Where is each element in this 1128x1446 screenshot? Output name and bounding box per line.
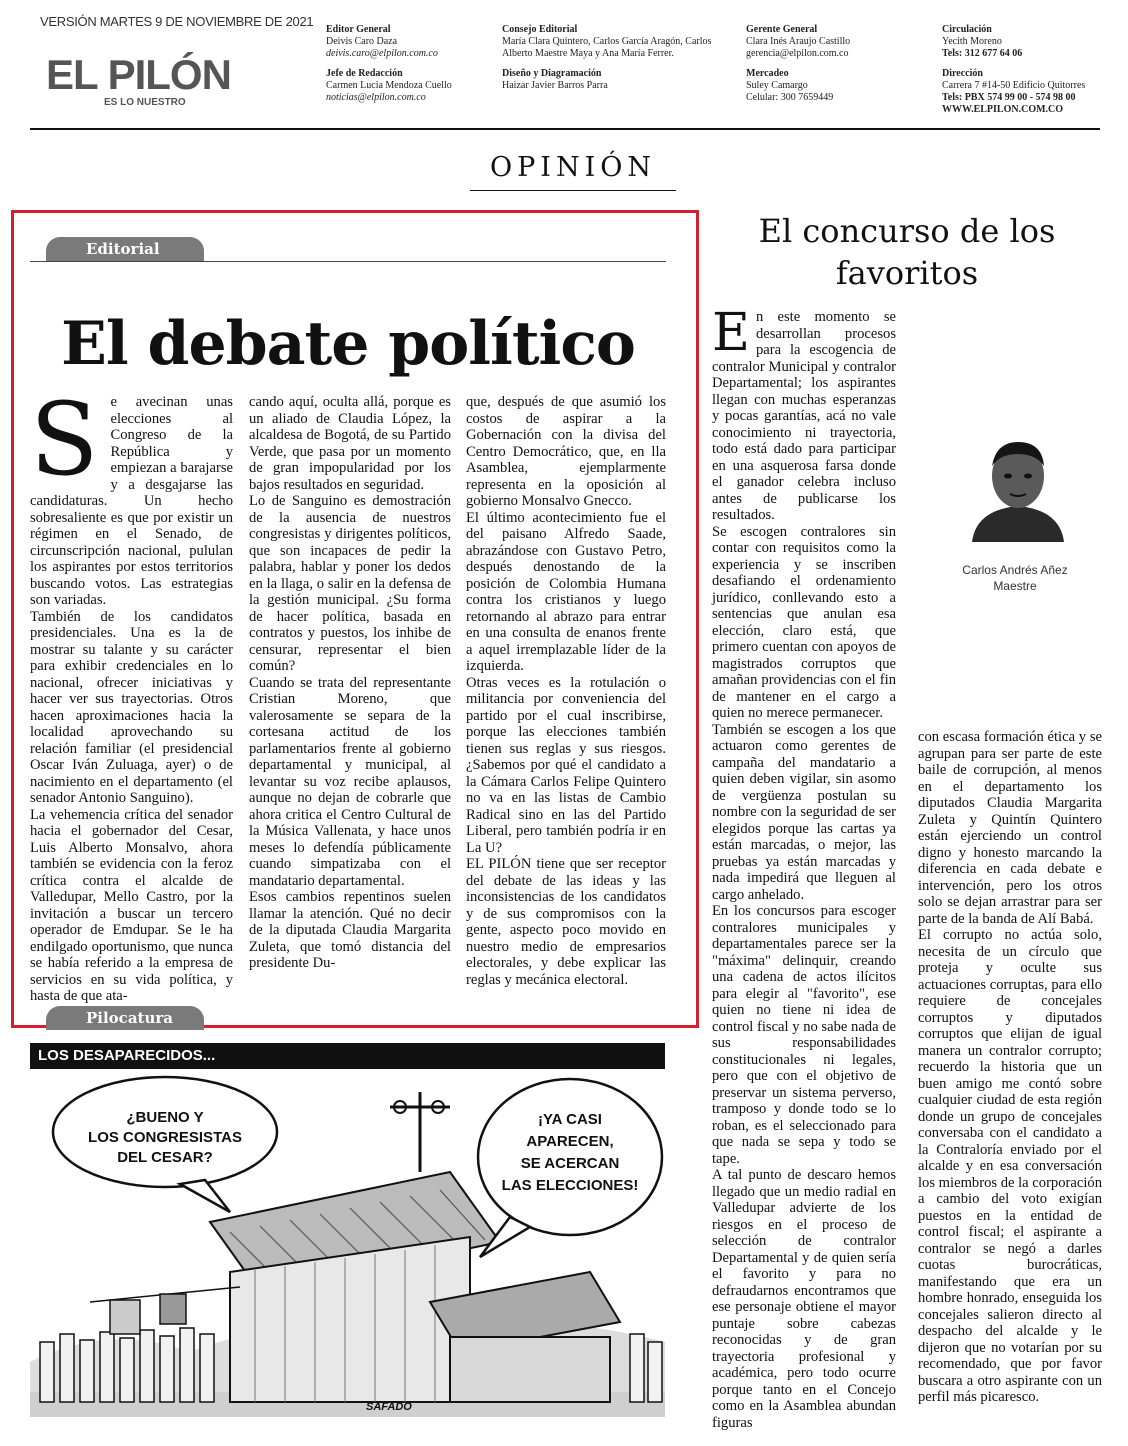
paragraph: Se escogen contralores sin contar con requisitos como la experiencia y se inscriben desafiando el ordenamiento jurídico, conllevando esto a sentencias que anulan esa elección, claro está, que primero cuentan con apoyos de magistrados corruptos que amañan providencias con el fin de mantener en el cargo a quien no merece permanecer. bbox=[712, 523, 896, 721]
staff-role: Editor General bbox=[326, 24, 391, 35]
staff-role: Jefe de Redacción bbox=[326, 68, 403, 79]
paragraph: El último acontecimiento fue el del paisano Alfredo Saade, abrazándose con Gustavo Petro, después denostando de la posición de Colombia Humana contra los cristianos y luego retornando al abrazo para entrar en una consulta de enanos frente a aquel irremplazable líder de la izquierda. bbox=[466, 509, 666, 674]
staff-column-4 bbox=[942, 24, 1112, 116]
paragraph: También se escogen a los que actuaron como gerentes de campaña del mandatario a quien deben vigilar, sin asomo de vergüenza postulan su nombre con la seguridad de ser elegidos porque las cartas ya están marcadas, o mejor, las pruebas ya están marcadas y nada impedirá que lleguen al cargo anhelado. bbox=[712, 721, 896, 903]
staff-column-2 bbox=[502, 24, 712, 92]
staff-role: Diseño y Diagramación bbox=[502, 68, 602, 79]
address: Carrera 7 #14-50 Edificio Quitorres bbox=[942, 80, 1086, 91]
paragraph: El corrupto no actúa solo, necesita de un círculo que proteja y oculte sus actuaciones corruptas, para ello requiere de concejales corruptos y diputados corruptos que elijan de igual manera un contralor corrupto; recuerdo la historia que un buen amigo me contó sobre cualquier ciudad de esta región donde un grupo de concejales conversaba con el candidato a la Contraloría enviado por el alcalde y en esa conversación los miembros de la corporación a cambio del voto exigían puestos en la entidad de control fiscal; el aspirante a contralor se negó a darles cuotas burocráticas, manifestando que era un hombre honrado, enseguida los concejales salieron directo al despacho del alcalde y le dijeron que no votarían por su recomendado, que por favor buscara a otro aspirante con un perfil más picaresco. bbox=[918, 927, 1102, 1405]
cartoon-bubble-1-line: ¿BUENO Y bbox=[126, 1109, 204, 1126]
staff-column-3 bbox=[746, 24, 906, 104]
staff-phone: Celular: 300 7659449 bbox=[746, 92, 834, 103]
section-title: OPINIÓN bbox=[489, 152, 657, 183]
staff-role: Consejo Editorial bbox=[502, 24, 578, 35]
cartoon-bubble-2-line: SE ACERCAN bbox=[520, 1155, 620, 1172]
website-link[interactable]: WWW.ELPILON.COM.CO bbox=[942, 104, 1064, 115]
editorial-column-1 bbox=[30, 381, 233, 1005]
cartoon-bubble-2-line: LAS ELECCIONES! bbox=[501, 1177, 639, 1194]
section-title-rule bbox=[470, 190, 676, 191]
staff-role: Mercadeo bbox=[746, 68, 789, 79]
opinion-column-2 bbox=[918, 729, 1102, 1419]
staff-name: Yecith Moreno bbox=[942, 36, 1002, 47]
staff-email: noticias@elpilon.com.co bbox=[326, 92, 426, 103]
paragraph: cando aquí, oculta allá, porque es un aliado de Claudia López, la alcaldesa de Bogotá, de su Partido Verde, que pasa por un momento de gran impopularidad por los bajos resultados en seguridad. bbox=[249, 394, 451, 493]
column-dropcap: E bbox=[712, 303, 750, 363]
staff-role: Gerente General bbox=[746, 24, 818, 35]
paragraph: con escasa formación ética y se agrupan para ser parte de este baile de corrupción, al menos en el departamento los diputados Claudia Margarita Zuleta y Quintín Quintero están ejerciendo un control digno y honesto marcando la diferencia en cada debate e intervención, pero los otros solo se dejan arrastrar para ser parte de la banda de Alí Babá. bbox=[918, 729, 1102, 927]
column-author: Carlos Andrés Añez Maestre bbox=[962, 563, 1068, 593]
cartoon-bubble-2-line: ¡YA CASI bbox=[538, 1111, 602, 1128]
author-photo bbox=[966, 430, 1070, 542]
cartoon-bubble-2-line: APARECEN, bbox=[526, 1133, 614, 1150]
opinion-column-1 bbox=[712, 303, 896, 1431]
editorial-headline: El debate político bbox=[61, 309, 635, 379]
staff-name: María Clara Quintero, Carlos García Aragón, Carlos Alberto Maestre Maya y Ana María Ferrer. bbox=[502, 36, 712, 59]
cartoon-illustration bbox=[30, 1072, 665, 1417]
cartoonist-signature: SAFADO bbox=[366, 1401, 412, 1413]
staff-role: Circulación bbox=[942, 24, 992, 35]
pilocatura-tab: Pilocatura bbox=[46, 1006, 204, 1030]
paragraph: La vehemencia crítica del senador hacia el gobernador del Cesar, Luis Alberto Monsalvo, ahora también se evidencia con la feroz crítica contra el alcalde de Valledupar, Mello Castro, por la invitación a buscar un tercero operador de Emdupar. Se le ha endilgado oportunismo, que nunca se había referido a la empresa de servicios en su vida política, y hasta de que ata- bbox=[30, 806, 233, 1004]
staff-email: gerencia@elpilon.com.co bbox=[746, 48, 849, 59]
staff-column-1 bbox=[326, 24, 486, 104]
paragraph: También de los candidatos presidenciales. Una es la de mostrar su talante y su carácter para exhibir credenciales en lo nacional, ofrecer iniciativas y hacer ver sus trayectorias. Otros hacen aproximaciones hacia la localidad aprovechando su relación familiar (el presidencial Oscar Iván Zuluaga, ayer) o de nacimiento en el departamento (el senador Antonio Sanguino). bbox=[30, 608, 233, 806]
staff-phone: Tels: 312 677 64 06 bbox=[942, 48, 1023, 59]
column-headline: El concurso de los favoritos bbox=[758, 212, 1056, 292]
staff-name: Suley Camargo bbox=[746, 80, 808, 91]
paragraph: e avecinan unas elecciones al Congreso de la República y empiezan a barajarse y a desgajarse las candidaturas. Un hecho sobresaliente es que por existir un régimen en el Senado, de circunscripción nacional, pululan los aspirantes por estos territorios buscando votos. Las estrategias son variadas. bbox=[30, 394, 233, 608]
staff-name: Carmen Lucia Mendoza Cuello bbox=[326, 80, 452, 91]
paragraph: A tal punto de descaro hemos llegado que un medio radial en Valledupar advierte de los riesgos en el proceso de selección de contralor Departamental y de quien sería el favorito y para no defraudarnos encontramos que ese personaje obtiene el mayor puntaje sobre cabezas reconocidas y de gran trayectoria profesional y académica, pero todo ocurre porque tanto en el Concejo como en la Asamblea abundan figuras bbox=[712, 1167, 896, 1431]
paragraph: Otras veces es la rotulación o militancia por conveniencia del partido por el cual inscribirse, porque las elecciones también tienen sus reglas y sus riesgos. ¿Sabemos por qué el candidato a la Cámara Carlos Felipe Quintero no va en las listas de Cambio Radical sino en las del Partido Liberal, pero también podría ir en La U? bbox=[466, 674, 666, 856]
staff-name: Clara Inés Araujo Castillo bbox=[746, 36, 851, 47]
newspaper-logo: EL PILÓN bbox=[46, 51, 231, 98]
editorial-dropcap: S bbox=[30, 381, 99, 498]
paragraph: que, después de que asumió los costos de aspirar a la Gobernación con la divisa del Centro Democrático, que, en lla Asamblea, ejemplarmente representa en la oposición al gobierno Monsalvo Gnecco. bbox=[466, 394, 666, 509]
editorial-column-2 bbox=[249, 394, 451, 972]
editorial-tab: Editorial bbox=[46, 237, 204, 261]
cartoon-bubble-1-line: DEL CESAR? bbox=[117, 1149, 213, 1166]
edition-date: VERSIÓN MARTES 9 DE NOVIEMBRE DE 2021 bbox=[40, 14, 314, 29]
editorial-tab-rule bbox=[30, 261, 666, 262]
newspaper-tagline: ES LO NUESTRO bbox=[104, 97, 186, 108]
staff-role: Dirección bbox=[942, 68, 983, 79]
cartoon-bubble-1-line: LOS CONGRESISTAS bbox=[88, 1129, 242, 1146]
staff-name: Deivis Caro Daza bbox=[326, 36, 398, 47]
paragraph: En los concursos para escoger contralores municipales y departamentales parece ser la "máxima" delinquir, creando una cadena de actos ilícitos para elegir al "favorito", ese quien no tiene ni idea de control fiscal y no sabe nada de sus responsabilidades constitucionales ni legales, pero que con el objetivo de preservar un sistema perverso, tramposo y donde todo se lo roban, es el seleccionado para que nada se sepa y todo se tape. bbox=[712, 903, 896, 1167]
staff-name: Haizar Javier Barros Parra bbox=[502, 80, 608, 91]
pbx-phone: Tels: PBX 574 99 00 - 574 98 00 bbox=[942, 92, 1076, 103]
staff-email: deivis.caro@elpilon.com.co bbox=[326, 48, 438, 59]
cartoon-title-bar: LOS DESAPARECIDOS... bbox=[30, 1043, 665, 1069]
masthead-rule bbox=[30, 128, 1100, 130]
paragraph: EL PILÓN tiene que ser receptor del debate de las ideas y las inconsistencias de los candidatos y de sus compromisos con la gente, aspecto poco movido en nuestro medio de empresarios electorales, y debe explicar las reglas y mecánica electoral. bbox=[466, 856, 666, 988]
paragraph: Lo de Sanguino es demostración de la ausencia de nuestros congresistas y dirigentes políticos, que son incapaces de pedir la palabra, hablar y poner los dedos en la llaga, o salir en la defensa de la gestión municipal. ¿Su forma de hacer política, basada en contratos y puestos, los inhibe de censurar, representar el bien común? bbox=[249, 493, 451, 674]
paragraph: Cuando se trata del representante Cristian Moreno, que valerosamente se separa de la cortesana actitud de los parlamentarios frente al gobierno departamental y municipal, al levantar su voz recibe aplausos, aunque no dejan de cobrarle que ahora critica el Centro Cultural de la Música Vallenata, y hace unos meses lo defendía públicamente cuando simpatizaba con el mandatario departamental. bbox=[249, 674, 451, 889]
paragraph: Esos cambios repentinos suelen llamar la atención. Qué no decir de la diputada Claudia Margarita Zuleta, que tomó distancia del presidente Du- bbox=[249, 889, 451, 971]
paragraph: n este momento se desarrollan procesos para la escogencia de contralor Municipal y contralor Departamental; los aspirantes llegan con muchas esperanzas y pocas garantías, acá no vale conocimiento ni trayectoria, todo está dado para participar en una asquerosa farsa donde el ganador celebra incluso antes de publicarse los resultados. bbox=[712, 309, 896, 523]
editorial-column-3 bbox=[466, 394, 666, 988]
